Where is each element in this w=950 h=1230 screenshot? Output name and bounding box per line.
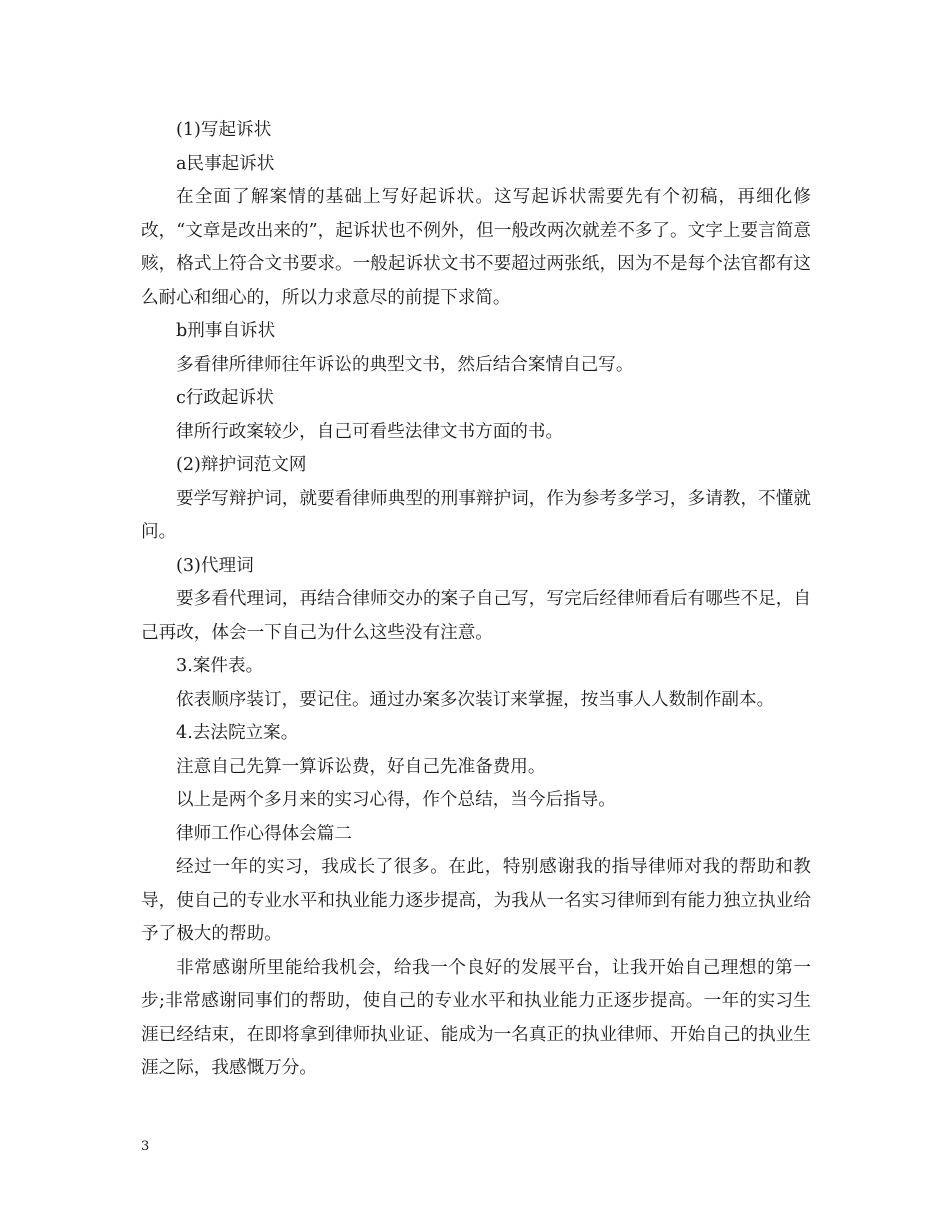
heading-part-two: 律师工作心得体会篇二 xyxy=(176,823,352,844)
paragraph-criminal-complaint: 多看律所律师往年诉讼的典型文书，然后结合案情自己写。 xyxy=(176,354,634,375)
subheading-criminal-complaint: b刑事自诉状 xyxy=(176,321,276,341)
paragraph-administrative-complaint: 律所行政案较少，自己可看些法律文书方面的书。 xyxy=(176,421,564,442)
heading-write-complaint: (1)写起诉状 xyxy=(176,120,272,140)
paragraph-growth: 经过一年的实习，我成长了很多。在此，特别感谢我的指导律师对我的帮助和教导，使自己的专业水平和执业能力逐步提高，为我从一名实习律师到有能力独立执业给予了极大的帮助。 xyxy=(141,857,811,944)
subheading-civil-complaint: a民事起诉状 xyxy=(176,153,275,174)
paragraph-agency-statement: 要多看代理词，再结合律师交办的案子自己写，写完后经律师看后有哪些不足，自己再改，体会一下自己为什么这些没有注意。 xyxy=(141,589,811,643)
subheading-administrative-complaint: c行政起诉状 xyxy=(176,388,274,408)
heading-agency-statement: (3)代理词 xyxy=(176,555,254,576)
paragraph-civil-complaint: 在全面了解案情的基础上写好起诉状。这写起诉状需要先有个初稿，再细化修改，“文章是改出来的”，起诉状也不例外，但一般改两次就差不多了。文字上要言简意赅，格式上符合文书要求。一般起诉状文书不要超过两张纸，因为不是每个法官都有这么耐心和细心的，所以力求意尽的前提下求简。 xyxy=(141,187,811,308)
heading-defense-statement: (2)辩护词范文网 xyxy=(176,455,307,475)
paragraph-defense-statement: 要学写辩护词，就要看律师典型的刑事辩护词，作为参考多学习，多请教，不懂就问。 xyxy=(141,488,811,542)
paragraph-court-filing: 注意自己先算一算诉讼费，好自己先准备费用。 xyxy=(176,756,546,777)
document-body xyxy=(141,114,811,1086)
paragraph-summary: 以上是两个多月来的实习心得，作个总结，当今后指导。 xyxy=(176,790,616,810)
heading-court-filing: 4.去法院立案。 xyxy=(176,723,299,743)
heading-case-form: 3.案件表。 xyxy=(176,656,264,676)
paragraph-case-form: 依表顺序装订，要记住。通过办案多次装订来掌握，按当事人人数制作副本。 xyxy=(176,689,775,710)
paragraph-gratitude: 非常感谢所里能给我机会，给我一个良好的发展平台，让我开始自己理想的第一步;非常感谢同事们的帮助，使自己的专业水平和执业能力正逐步提高。一年的实习生涯已经结束，在即将拿到律师执业证、能成为一名真正的执业律师、开始自己的执业生涯之际，我感慨万分。 xyxy=(141,957,811,1078)
page-number: 3 xyxy=(141,1139,150,1154)
